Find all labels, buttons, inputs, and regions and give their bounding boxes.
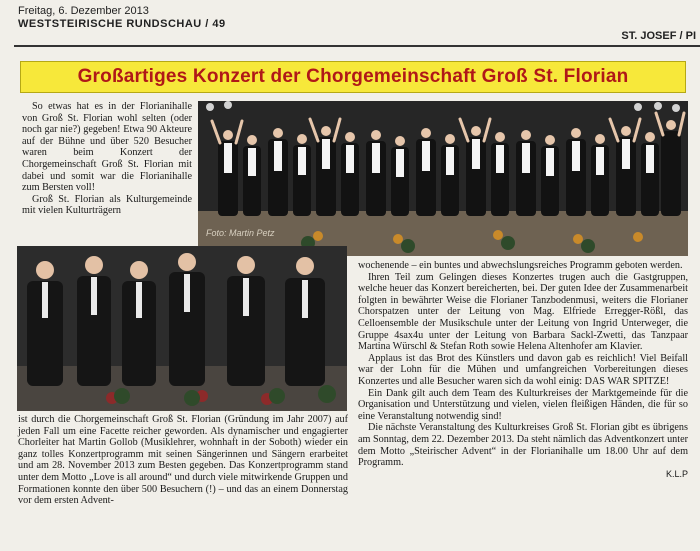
photo-credit: Foto: Martin Petz: [206, 228, 275, 238]
right-paragraph-2: Ihren Teil zum Gelingen dieses Konzertes trugen auch die Gastgruppen, welche heuer das Konzert bereicherten, bei. Der guten Idee der Zusammenarbeit folgten in bewährter Weise die Florianer Tanzbodenmusi, weiters die Florianer Chorspatzen unter der Leitung von Mag. Elfriede Erregger-Rößl, das Celloensemble der Musikschule unter der Leitung von Ingrid Unterweger, die Gruppe 4sax4u unter der Leitung von Barbara Sackl-Zwetti, das Tanzpaar Martina Würschl & Stefan Roth sowie Helena Altenhofer am Klavier.: [358, 271, 688, 353]
intro-paragraph: So etwas hat es in der Florianihalle von Groß St. Florian wohl selten (oder noch gar nie?) gegeben! Etwa 90 Akteure auf der Bühne und über 520 Besucher waren beim Konzert der Chorgemeinschaft Groß St. Florian mit dabei und somit war die Florianihalle zum Bersten voll!: [22, 101, 192, 194]
intro-column: [22, 101, 192, 241]
right-paragraph-5: Die nächste Veranstaltung des Kulturkreises Groß St. Florian gibt es übrigens am Sonntag, dem 22. Dezember 2013. Da steht nämlich das Adventkonzert unter dem Motto „Steirischer Advent“ in der Florianihalle um 18.00 Uhr auf dem Programm.: [358, 422, 688, 469]
singers-photo-illustration: [17, 246, 347, 411]
paper-name-page: WESTSTEIRISCHE RUNDSCHAU / 49: [18, 18, 226, 30]
header-rule: [14, 45, 700, 47]
page-header: [18, 5, 226, 31]
issue-date: Freitag, 6. Dezember 2013: [18, 5, 149, 17]
section-label: ST. JOSEF / PI: [621, 30, 696, 42]
author-signature: K.L.P: [665, 468, 688, 479]
right-column: [358, 260, 688, 545]
intro-paragraph-2: Groß St. Florian als Kulturgemeinde mit vielen Kulturträgern: [22, 193, 192, 217]
continued-paragraph: ist durch die Chorgemeinschaft Groß St. Florian (Gründung im Jahr 2007) auf jeden Fall um eine Facette reicher geworden. Als dynamischer und engagierter Chorleiter hat Martin Gollob (Musiklehrer, wohnhaft in der Soboth) wieder ein ganz tolles Konzertprogramm mit seinen Sängerinnen und Sängern erarbeitet und am 28. November 2013 zum Besten gegeben. Das Konzertprogramm stand unter dem Motto „Love is all around“ und durch viele mitwirkende Gruppen und Formationen konnte den über 500 Besuchern (!) – und das an einem Donnerstag vor dem ersten Advent-: [18, 414, 348, 507]
choir-photo: [198, 101, 688, 256]
bottom-left-column: [18, 414, 348, 549]
headline: Großartiges Konzert der Chorgemeinschaft Groß St. Florian: [77, 66, 629, 87]
right-paragraph-4: Ein Dank gilt auch dem Team des Kulturkreises der Marktgemeinde für die Organisation und Unterstützung und vielen, vielen fleißigen Händen, die für so eine Veranstaltung notwendig sind!: [358, 387, 688, 422]
singers-photo: [17, 246, 347, 411]
right-paragraph-3: Applaus ist das Brot des Künstlers und davon gab es reichlich! Viel Beifall war der Lohn für die Mühen und umfangreichen Vorbereitungen dieses Konzertes und alle Besucher waren sich da wohl einig: DAS WAR SPITZE!: [358, 352, 688, 387]
headline-banner: [20, 61, 686, 93]
right-paragraph-1: wochenende – ein buntes und abwechslungsreiches Programm geboten werden.: [358, 260, 683, 271]
